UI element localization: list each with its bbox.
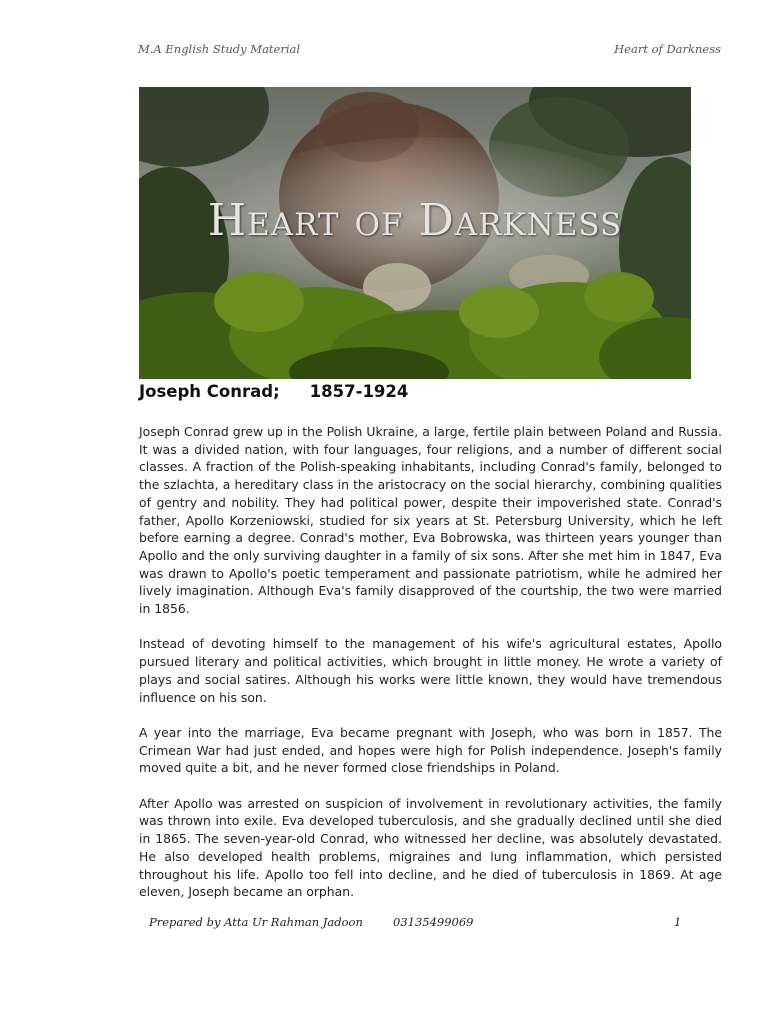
author-years: 1857-1924 xyxy=(309,382,409,401)
banner-title: Heart of Darkness xyxy=(207,195,623,246)
banner-image xyxy=(139,87,691,379)
paragraph: Joseph Conrad grew up in the Polish Ukraine, a large, fertile plain between Poland and Russia. It was a divided nation, with four languages, four religions, and a number of different social classes. A fraction of the Polish-speaking inhabitants, including Conrad's family, belonged to the szlachta, a hereditary class in the aristocracy on the social hierarchy, combining qualities of gentry and nobility. They had political power, despite their impoverished state. Conrad's father, Apollo Korzeniowski, studied for six years at St. Petersburg University, which he left before earning a degree. Conrad's mother, Eva Bobrowska, was thirteen years younger than Apollo and the only surviving daughter in a family of six sons. After she met him in 1847, Eva was drawn to Apollo's poetic temperament and passionate patriotism, while he admired her lively imagination. Although Eva's family disapproved of the courtship, the two were married in 1856. xyxy=(139,424,722,617)
footer-phone: 03135499069 xyxy=(393,915,474,929)
body-text xyxy=(139,423,722,919)
header-left-text: M.A English Study Material xyxy=(138,42,301,56)
author-name: Joseph Conrad; xyxy=(139,382,280,401)
footer-author: Prepared by Atta Ur Rahman Jadoon xyxy=(149,915,363,929)
paragraph: Instead of devoting himself to the management of his wife's agricultural estates, Apollo pursued literary and political activities, which brought in little money. He wrote a variety of plays and social satires. Although his works were little known, they would have tremendous influence on his son. xyxy=(139,636,722,705)
header-right-text: Heart of Darkness xyxy=(614,42,721,56)
paragraph: A year into the marriage, Eva became pregnant with Joseph, who was born in 1857. The Crimean War had just ended, and hopes were high for Polish independence. Joseph's family moved quite a bit, and he never formed close friendships in Poland. xyxy=(139,724,722,776)
section-title xyxy=(139,382,408,401)
page-number: 1 xyxy=(674,915,682,929)
paragraph: After Apollo was arrested on suspicion of involvement in revolutionary activities, the family was thrown into exile. Eva developed tuberculosis, and she gradually declined until she died in 1865. The seven-year-old Conrad, who witnessed her decline, was absolutely devastated. He also developed health problems, migraines and lung inflammation, which persisted throughout his life. Apollo too fell into decline, and he died of tuberculosis in 1869. At age eleven, Joseph became an orphan. xyxy=(139,795,722,900)
